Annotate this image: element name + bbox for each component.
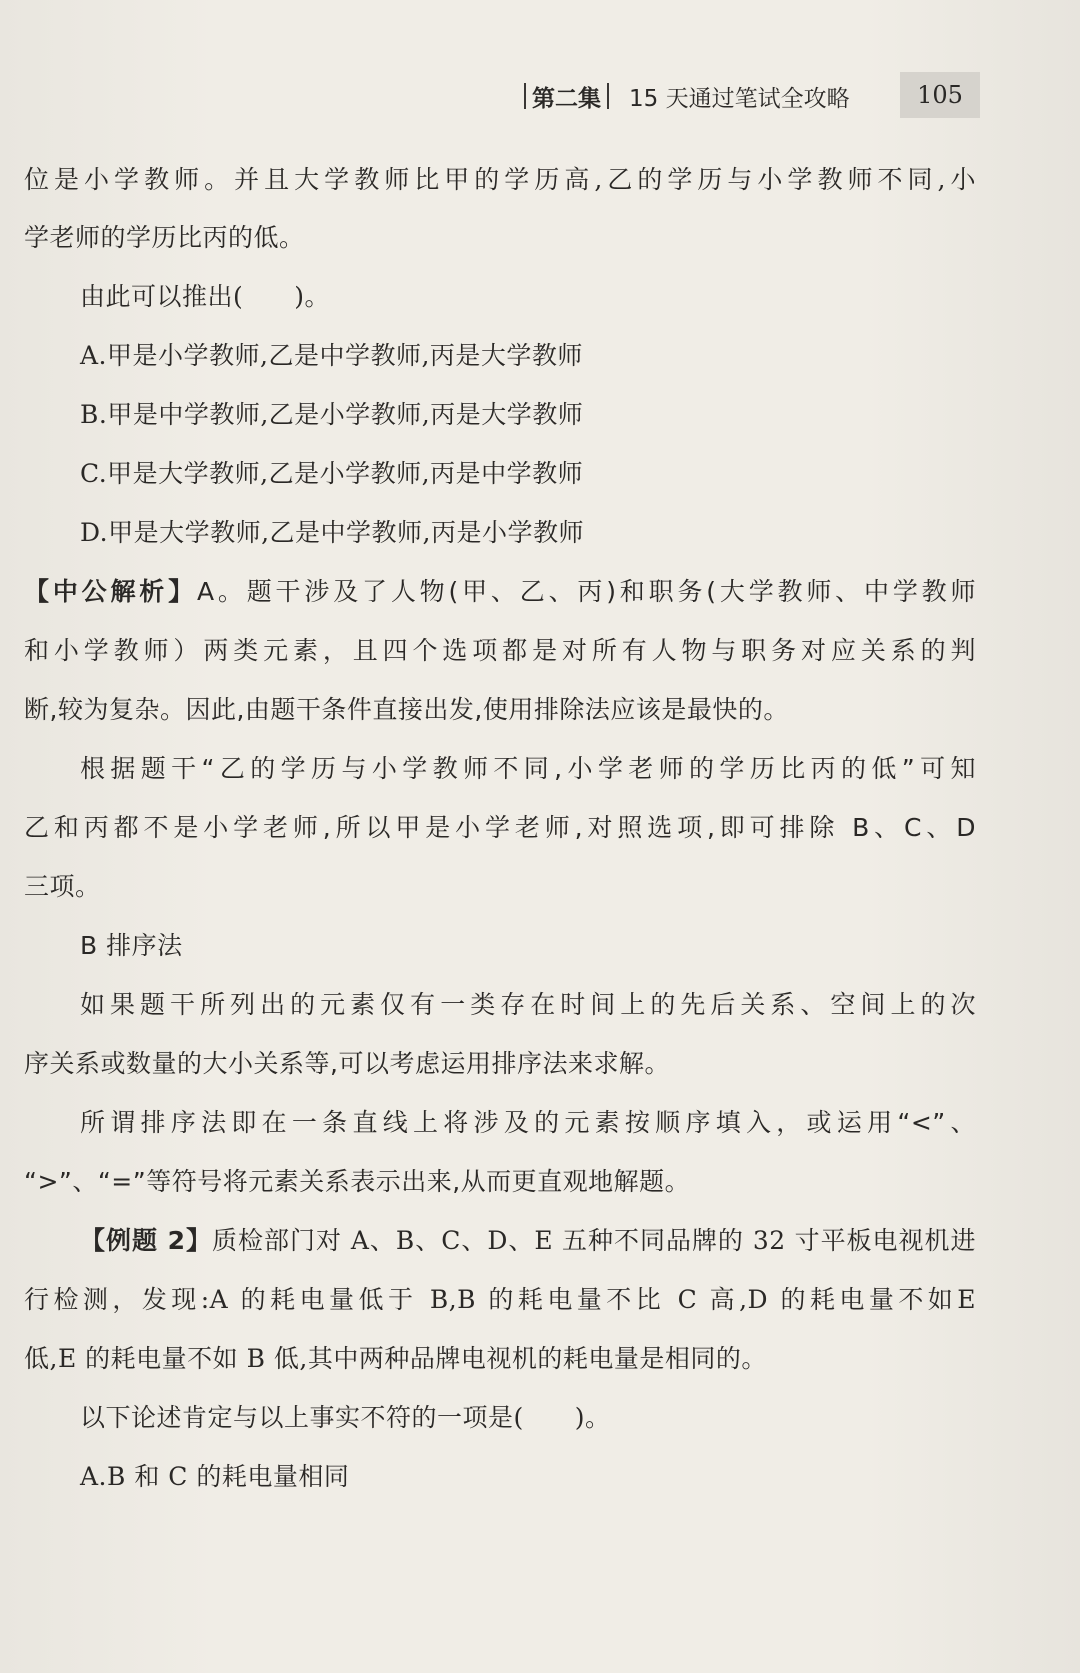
text-line: 以下论述肯定与以上事实不符的一项是( )。 xyxy=(80,1403,611,1432)
text-line: 乙和丙都不是小学老师,所以甲是小学老师,对照选项,即可排除 B、C、D xyxy=(24,813,976,842)
analysis-text: A。题干涉及了人物(甲、乙、丙)和职务(大学教师、中学教师 xyxy=(196,577,976,606)
text-line: 序关系或数量的大小关系等,可以考虑运用排序法来求解。 xyxy=(24,1049,670,1078)
option-a: A.B 和 C 的耗电量相同 xyxy=(80,1462,350,1491)
text-line: “>”、“=”等符号将元素关系表示出来,从而更直观地解题。 xyxy=(24,1167,691,1196)
option-c: C.甲是大学教师,乙是小学教师,丙是中学教师 xyxy=(80,459,584,488)
analysis-line xyxy=(24,572,976,612)
text-line: 学老师的学历比丙的低。 xyxy=(24,223,305,252)
text-line: 低,E 的耗电量不如 B 低,其中两种品牌电视机的耗电量是相同的。 xyxy=(24,1344,767,1373)
header-section: 第二集 xyxy=(532,85,601,112)
option-a: A.甲是小学教师,乙是中学教师,丙是大学教师 xyxy=(80,341,583,370)
header-divider xyxy=(607,83,609,109)
page-number: 105 xyxy=(900,72,980,118)
text-line: 断,较为复杂。因此,由题干条件直接出发,使用排除法应该是最快的。 xyxy=(24,695,789,724)
header-title: 15 天通过笔试全攻略 xyxy=(629,85,850,112)
analysis-tag: 【中公解析】 xyxy=(24,577,197,606)
text-line: 所谓排序法即在一条直线上将涉及的元素按顺序填入，或运用“<”、 xyxy=(80,1108,976,1137)
header-divider xyxy=(524,83,526,109)
text-line: 根据题干“乙的学历与小学教师不同,小学老师的学历比丙的低”可知 xyxy=(80,754,976,783)
text-line: 和小学教师）两类元素，且四个选项都是对所有人物与职务对应关系的判 xyxy=(24,636,976,665)
example-line xyxy=(80,1221,976,1261)
example-tag: 【例题 2】 xyxy=(80,1226,213,1255)
option-d: D.甲是大学教师,乙是中学教师,丙是小学教师 xyxy=(80,518,584,547)
example-text: 质检部门对 A、B、C、D、E 五种不同品牌的 32 寸平板电视机进 xyxy=(212,1226,976,1255)
option-b: B.甲是中学教师,乙是小学教师,丙是大学教师 xyxy=(80,400,584,429)
text-line: 位是小学教师。并且大学教师比甲的学历高,乙的学历与小学教师不同,小 xyxy=(24,165,976,194)
subsection-heading: B 排序法 xyxy=(80,931,183,960)
running-head xyxy=(518,76,850,116)
text-line: 三项。 xyxy=(24,872,101,901)
text-line: 如果题干所列出的元素仅有一类存在时间上的先后关系、空间上的次 xyxy=(80,990,976,1019)
text-line: 行检测，发现:A 的耗电量低于 B,B 的耗电量不比 C 高,D 的耗电量不如E xyxy=(24,1285,976,1314)
text-line: 由此可以推出( )。 xyxy=(80,282,331,311)
